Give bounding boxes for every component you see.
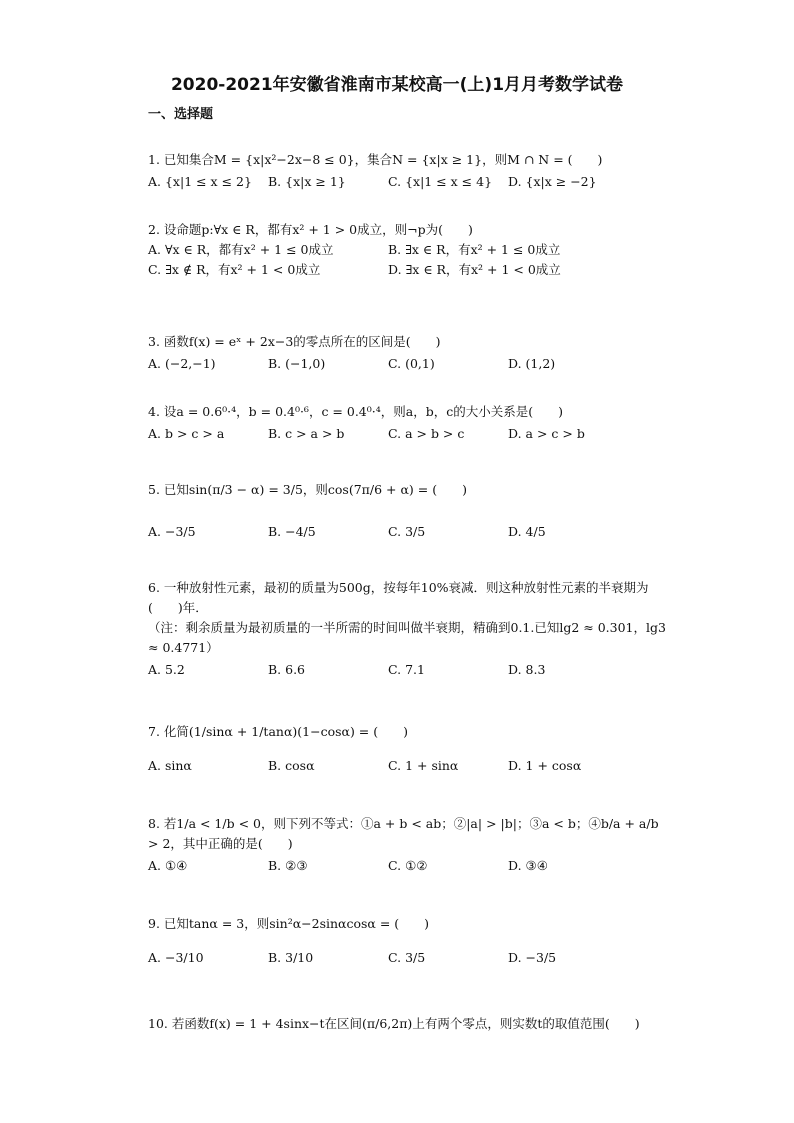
question-stem: 7. 化简(1/sinα + 1/tanα)(1−cosα) = ( ) [148,724,409,739]
option-c: C. {x|1 ≤ x ≤ 4} [388,174,493,189]
option-d: D. −3/5 [508,950,557,965]
question-5 [148,480,668,542]
option-a: A. sinα [148,758,192,773]
option-d: D. ③④ [508,858,548,873]
option-b: B. ②③ [268,858,308,873]
question-6 [148,578,668,680]
option-a: A. −3/5 [148,524,196,539]
option-d: D. a > c > b [508,426,585,441]
section-heading: 一、选择题 [148,107,214,122]
option-a: A. −3/10 [148,950,204,965]
option-b: B. c > a > b [268,426,345,441]
question-stem: 8. 若1/a < 1/b < 0，则下列不等式：①a + b < ab；②|a| > |b|；③a < b；④b/a + a/b > 2，其中正确的是( ) [148,816,659,851]
option-a: A. ∀x ∈ R，都有x² + 1 ≤ 0成立 [148,242,334,257]
question-stem: 5. 已知sin(π/3 − α) = 3/5，则cos(7π/6 + α) = ( ) [148,482,467,497]
option-c: C. 1 + sinα [388,758,459,773]
option-c: C. ①② [388,858,428,873]
option-d: D. {x|x ≥ −2} [508,174,597,189]
option-b: B. ∃x ∈ R，有x² + 1 ≤ 0成立 [388,242,561,257]
option-c: C. (0,1) [388,356,435,371]
option-c: C. 7.1 [388,662,425,677]
option-c: C. ∃x ∉ R，有x² + 1 < 0成立 [148,262,321,277]
option-b: B. 3/10 [268,950,314,965]
option-a: A. ①④ [148,858,188,873]
option-c: C. 3/5 [388,524,426,539]
question-note: （注：剩余质量为最初质量的一半所需的时间叫做半衰期，精确到0.1.已知lg2 ≈ 0.301，lg3 ≈ 0.4771） [148,620,666,655]
question-4 [148,402,668,444]
question-7 [148,722,668,776]
question-10 [148,1014,668,1034]
option-d: D. 4/5 [508,524,546,539]
option-b: B. {x|x ≥ 1} [268,174,346,189]
question-stem: 2. 设命题p:∀x ∈ R，都有x² + 1 > 0成立，则¬p为( ) [148,222,473,237]
option-d: D. 8.3 [508,662,546,677]
option-d: D. ∃x ∈ R，有x² + 1 < 0成立 [388,262,561,277]
exam-title: 2020-2021年安徽省淮南市某校高一(上)1月月考数学试卷 [170,75,624,95]
question-stem: 6. 一种放射性元素，最初的质量为500g，按每年10%衰减．则这种放射性元素的半衰期为( )年． [148,580,649,615]
option-b: B. (−1,0) [268,356,326,371]
question-stem: 4. 设a = 0.6⁰·⁴，b = 0.4⁰·⁶，c = 0.4⁰·⁴，则a，b，c的大小关系是( ) [148,404,563,419]
option-c: C. a > b > c [388,426,465,441]
question-9 [148,914,668,968]
option-b: B. 6.6 [268,662,306,677]
option-a: A. b > c > a [148,426,225,441]
question-stem: 10. 若函数f(x) = 1 + 4sinx−t在区间(π/6,2π)上有两个零点，则实数t的取值范围( ) [148,1016,640,1031]
question-stem: 1. 已知集合M = {x|x²−2x−8 ≤ 0}，集合N = {x|x ≥ 1}，则M ∩ N = ( ) [148,152,603,167]
option-a: A. (−2,−1) [148,356,216,371]
question-1 [148,150,668,192]
option-b: B. −4/5 [268,524,316,539]
option-b: B. cosα [268,758,315,773]
question-3 [148,332,668,374]
option-c: C. 3/5 [388,950,426,965]
question-stem: 3. 函数f(x) = eˣ + 2x−3的零点所在的区间是( ) [148,334,441,349]
question-stem: 9. 已知tanα = 3，则sin²α−2sinαcosα = ( ) [148,916,430,931]
option-d: D. 1 + cosα [508,758,582,773]
question-2 [148,220,668,280]
option-a: A. 5.2 [148,662,185,677]
option-d: D. (1,2) [508,356,556,371]
question-8 [148,814,668,876]
option-a: A. {x|1 ≤ x ≤ 2} [148,174,252,189]
